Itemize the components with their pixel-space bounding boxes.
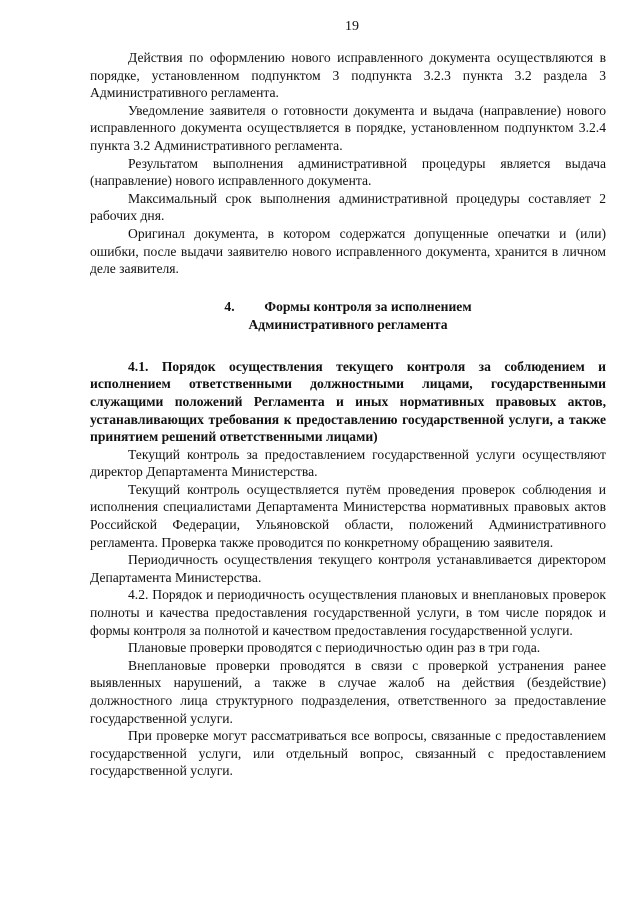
- section-title-line1: Формы контроля за исполнением: [264, 298, 472, 314]
- page-number: 19: [345, 19, 359, 34]
- paragraph-planned-checks: Плановые проверки проводятся с периодичностью один раз в три года.: [128, 640, 541, 656]
- paragraph-result: Результатом выполнения административной процедуры является выдача (направление) нового исправленного документа.: [90, 155, 606, 189]
- document-page: [90, 18, 606, 780]
- paragraph-max-term: Максимальный срок выполнения административной процедуры составляет 2 рабочих дня.: [90, 190, 606, 224]
- section-title-line2: Административного регламента: [248, 316, 448, 332]
- paragraph-correction-actions: Действия по оформлению нового исправленного документа осуществляются в порядке, установленном подпунктом 3 подпункта 3.2.3 пункта 3.2 раздела 3 Административного регламента.: [90, 50, 606, 101]
- subsection-heading-4-1: 4.1. Порядок осуществления текущего контроля за соблюдением и исполнением ответственными должностными лицами, государственными служащими положений Регламента и иных нормативных правовых актов, устанавливающих требования к предоставлению государственной услуги, а также принятием решений ответственными лицами): [90, 358, 606, 445]
- section-number: 4.: [224, 298, 235, 314]
- paragraph-control-periodicity: Периодичность осуществления текущего контроля устанавливается директором Департамента Министерства.: [90, 552, 606, 585]
- paragraph-check-scope: При проверке могут рассматриваться все вопросы, связанные с предоставлением государственной услуги, или отдельный вопрос, связанный с предоставлением государственной услуги.: [90, 728, 606, 779]
- section-heading-line1: [90, 298, 606, 316]
- paragraph-original-document: Оригинал документа, в котором содержатся допущенные опечатки и (или) ошибки, после выдачи заявителю нового исправленного документа, хранится в личном деле заявителя.: [90, 225, 606, 277]
- paragraph-control-method: Текущий контроль осуществляется путём проведения проверок соблюдения и исполнения специалистами Департамента Министерства нормативных правовых актов Российской Федерации, Ульяновской области, положений Административного регламента. Проверка также проводится по конкретному обращению заявителя.: [90, 481, 606, 550]
- paragraph-current-control: Текущий контроль за предоставлением государственной услуги осуществляют директор Департамента Министерства.: [90, 446, 606, 480]
- section-heading: [90, 298, 606, 334]
- paragraph-unplanned-checks: Внеплановые проверки проводятся в связи с проверкой устранения ранее выявленных нарушений, а также в случае жалоб на действия (бездействие) должностного лица структурного подразделения, ответственного за предоставление государственной услуги.: [90, 657, 606, 726]
- paragraph-notification: Уведомление заявителя о готовности документа и выдача (направление) нового исправленного документа осуществляется в порядке, установленном подпунктом 3.2.4 пункта 3.2 Административного регламента.: [90, 102, 606, 153]
- paragraph-subsection-4-2: 4.2. Порядок и периодичность осуществления плановых и внеплановых проверок полноты и качества предоставления государственной услуги, в том числе порядок и формы контроля за полнотой и качеством предоставления государственной услуги.: [90, 587, 606, 638]
